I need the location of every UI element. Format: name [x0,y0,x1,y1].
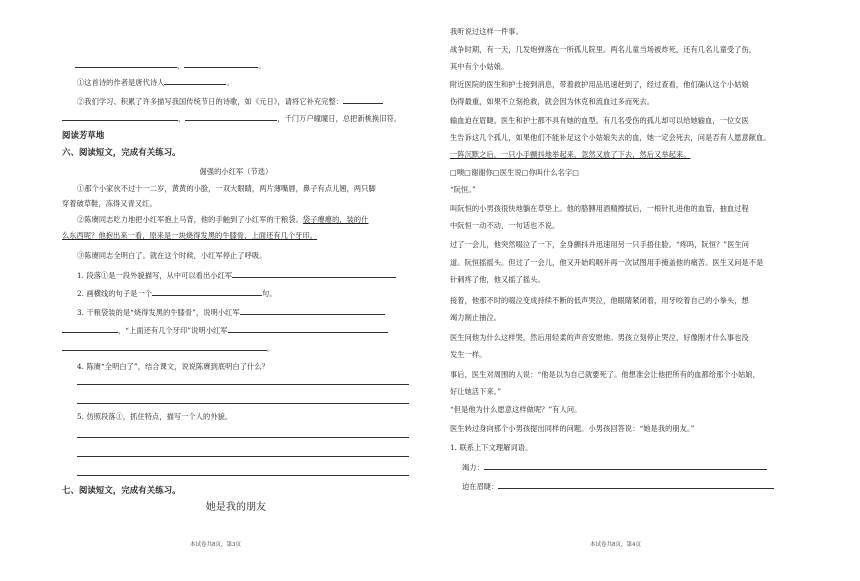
answer-blank[interactable] [343,96,383,104]
answer-blank[interactable] [75,60,177,68]
answer-blank[interactable] [185,113,277,121]
underlined-sentence: 袋子瘪瘪的，装的什 [302,215,369,224]
passage-title: 倔强的小红军（节选） [199,167,273,176]
answer-blank[interactable] [228,325,388,333]
story-line: 事后，医生对周围的人说：“他是以为自己就要死了。他想准会让他把所有的血都给那个小姑娘， [450,370,760,379]
story-line: “但是他为什么愿意这样做呢？”有人问。 [450,405,582,414]
answer-blank[interactable] [164,77,226,85]
answer-blank[interactable] [152,288,262,296]
story-line: 竭力制止抽泣。 [450,313,502,322]
story-line: 叫阮恒的小男孩很快地躺在草垫上。他的胳膊用酒精擦拭后，一根针扎进他的血管，抽血过程 [450,204,749,213]
story-line: 战争时期，有一天，几发炮弹落在一所孤儿院里。两名儿童当场被炸死，还有几名儿童受了伤， [450,45,757,54]
story-line: 道。阮恒摇摇头。但过了一会儿，他又开始呜咽并再一次试图用手掩盖他的痛苦。医生又问是不是 [450,258,764,267]
exercise-5: 5. 仿照段落①，抓住特点，描写一个人的外貌。 [77,412,233,421]
answer-blank[interactable] [62,325,118,333]
story-line: “阮恒。” [450,185,476,194]
page-footer: 本试卷共8页，第3页 [190,542,241,548]
story-line: 针刺疼了他，他又摇了摇头。 [450,275,545,284]
exercise-4: 4. 陈赓“全明白了”，结合课文，说说陈赓到底明白了什么？ [77,362,269,371]
exercise-3-cont: ，“上面还有几个牙印”说明小红军 [62,325,388,335]
answer-line[interactable] [77,437,409,438]
vocab-item: 竭力： [462,462,767,472]
exercise-3-end: 。 [62,343,274,353]
right-page [430,0,860,581]
answer-blank[interactable] [62,113,178,121]
story-line: 医生问他为什么这样哭，然后用轻柔的声音安慰他。男孩立刻停止哭泣，好像刚才什么事也没 [450,333,749,342]
answer-blank[interactable] [484,462,767,470]
answer-blank[interactable] [240,307,385,315]
story-line: 其中有个小姑娘。 [450,62,509,71]
top-answer-line: ， 。 [75,60,266,70]
story-line: 伤得最重，如果不立刻抢救，就会因为休克和流血过多而死去。 [450,97,655,106]
story-line: 附近医院的医生和护士接到消息，带着救护用品迅速赶到了，经过查看，他们确认这个小姑娘 [450,80,749,89]
answer-line[interactable] [77,403,409,404]
section-6-heading: 六、阅读短文，完成有关练习。 [62,147,181,157]
answer-blank[interactable] [184,60,258,68]
paragraph-1: ①那个小家伙不过十一二岁，黄黄的小脸，一双大眼睛，两片薄嘴唇，鼻子有点儿翘，两只脚 [77,184,376,193]
section-reading-heading: 阅读芳草地 [62,130,105,140]
exercise-1: 1. 段落①是一段外貌描写，从中可以看出小红军 [77,270,396,280]
page-footer: 本试卷共8页，第4页 [590,542,641,548]
answer-line[interactable] [77,475,409,476]
answer-blank[interactable] [232,270,396,278]
underlined-sentence: 他抱出来一看，原来是一块烧得发黑的牛膝骨，上面还有几个牙印。 [98,231,318,240]
story-line: 好让她活下来。” [450,387,502,396]
exercise-3: 3. 干粮袋装的是“烧得发黑的牛膝骨”，说明小红军 [77,307,385,317]
paragraph-2-cont [62,231,317,240]
story-line: 我听说过这样一件事。 [450,27,523,36]
story-line: 中阮恒一动不动，一句话也不说。 [450,221,560,230]
vocab-item: 迫在眉睫： [462,481,774,491]
answer-line[interactable] [77,456,409,457]
paragraph-3: ③陈赓同志全明白了。就在这个时候，小红军停止了呼吸。 [77,251,267,260]
underlined-sentence: 么东西呢？ [62,231,99,240]
question-2: ②我们学习、积累了许多描写我国传统节日的诗歌，如《元日》，请将它补充完整： [77,96,383,106]
story-line: 接着，他那不时的啜泣变成持续不断的低声哭泣，他眼睛紧闭着，用牙咬着自己的小拳头，想 [450,296,749,305]
story-line: 发生一样。 [450,350,487,359]
question-1: 1. 联系上下文理解词语。 [450,443,533,452]
answer-blank[interactable] [62,343,267,351]
story-line: 输血迫在眉睫。医生和护士都不具有她的血型。有几名受伤的孤儿却可以给她输血，一位女医 [450,116,749,125]
answer-blank[interactable] [498,481,774,489]
story-line: 过了一会儿，他突然啜泣了一下，全身颤抖并迅速用另一只手捂住脸。“疼吗，阮恒？”医生问 [450,240,750,249]
passage-2-title: 她是我的朋友 [205,502,267,513]
underlined-sentence: 一阵沉默之后，一只小手颤抖地举起来，忽然又放了下去，然后又举起来。 [450,150,691,159]
question-2-continued: ， ，千门万户曈曈日，总把新桃换旧符。 [62,113,401,123]
punctuation-exercise: □噢□谢谢你□医生说□你叫什么名字□ [450,168,580,177]
answer-line[interactable] [77,384,409,385]
story-line: 医生转过身向那个小男孩提出同样的问题。小男孩回答说：“她是我的朋友。” [450,424,695,433]
section-7-heading: 七、阅读短文，完成有关练习。 [62,485,181,495]
question-1: ①这首诗的作者是唐代诗人 。 [77,78,234,87]
exercise-2: 2. 画横线的句子是一个 句。 [77,289,277,298]
story-line: 生告诉这几个孤儿，如果他们不能补足这个小姑娘失去的血，她一定会死去，问是否有人愿意献血。 [450,133,771,142]
paragraph-1-cont: 穿着破草鞋，冻得又青又红。 [62,199,157,208]
paragraph-2: ②陈赓同志吃力地把小红军抱上马背，他的手触到了小红军的干粮袋。袋子瘪瘪的，装的什 [77,215,369,224]
